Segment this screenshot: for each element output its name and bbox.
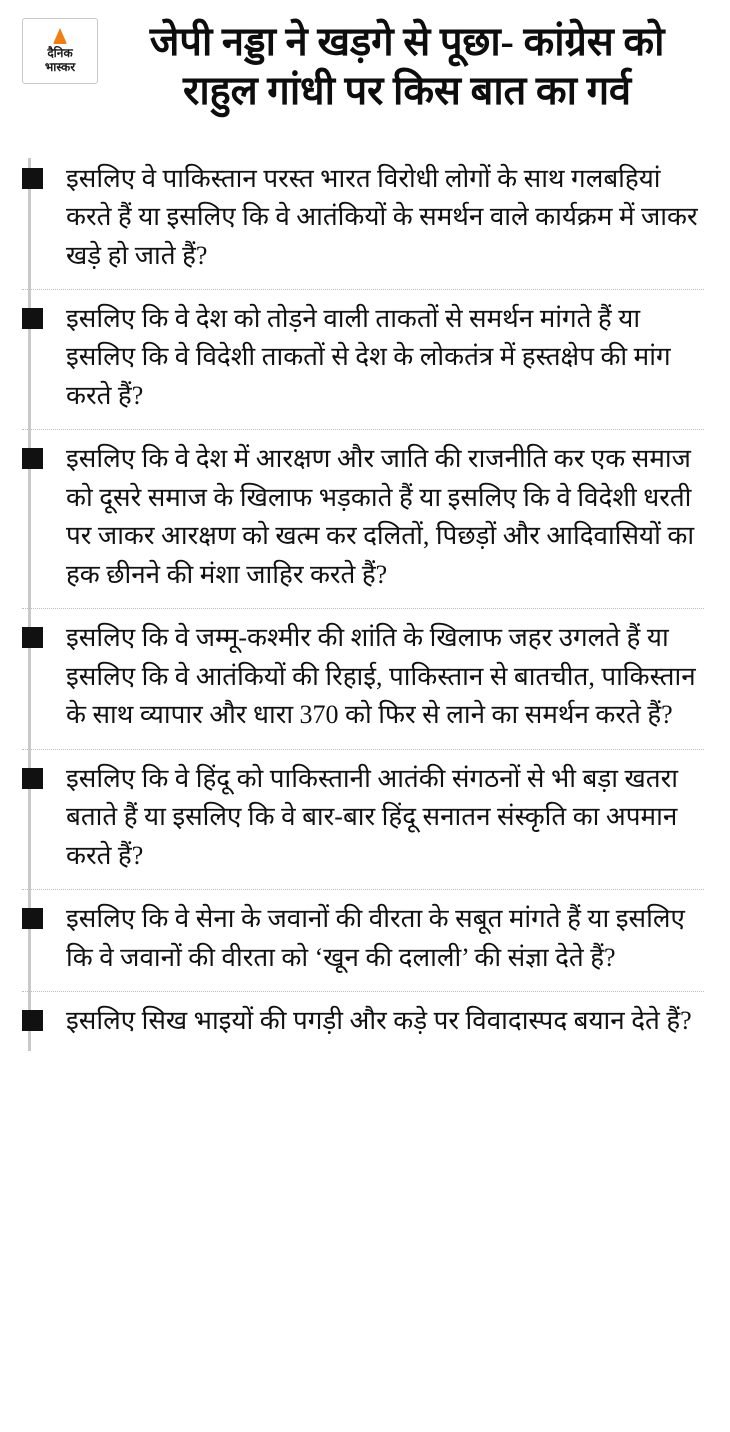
card-body <box>0 150 730 1079</box>
list-item <box>22 890 704 992</box>
list-item <box>22 290 704 430</box>
list-item-text: इसलिए कि वे सेना के जवानों की वीरता के सबूत मांगते हैं या इसलिए कि वे जवानों की वीरता को ‘खून की दलाली’ की संज्ञा देते हैं? <box>66 904 685 972</box>
list-item <box>22 430 704 609</box>
flame-icon <box>53 28 67 44</box>
list-item-text: इसलिए वे पाकिस्तान परस्त भारत विरोधी लोगों के साथ गलबहियां करते हैं या इसलिए कि वे आतंकियों के समर्थन वाले कार्यक्रम में जाकर खड़े हो जाते हैं? <box>66 163 698 270</box>
list-item <box>22 609 704 749</box>
square-bullet-icon <box>22 168 43 189</box>
card-header <box>0 0 730 116</box>
page-title: जेपी नड्डा ने खड़गे से पूछा- कांग्रेस को राहुल गांधी पर किस बात का गर्व <box>149 19 665 113</box>
list-item-text: इसलिए कि वे देश को तोड़ने वाली ताकतों से समर्थन मांगते हैं या इसलिए कि वे विदेशी ताकतों से देश के लोकतंत्र में हस्तक्षेप की मांग करते हैं? <box>66 304 671 410</box>
bullet-list <box>22 150 704 1055</box>
list-item-text: इसलिए कि वे देश में आरक्षण और जाति की राजनीति कर एक समाज को दूसरे समाज के खिलाफ भड़काते हैं या इसलिए कि वे विदेशी धरती पर जाकर आरक्षण को खत्म कर दलितों, पिछड़ों और आदिवासियों का हक छीनने की मंशा जाहिर करते हैं? <box>66 444 695 589</box>
square-bullet-icon <box>22 908 43 929</box>
list-item-text: इसलिए कि वे जम्मू-कश्मीर की शांति के खिलाफ जहर उगलते हैं या इसलिए कि वे आतंकियों की रिहाई, पाकिस्तान से बातचीत, पाकिस्तान के साथ व्यापार और धारा 370 को फिर से लाने का समर्थन करते हैं? <box>66 623 696 730</box>
list-item <box>22 750 704 890</box>
square-bullet-icon <box>22 627 43 648</box>
list-item <box>22 992 704 1054</box>
square-bullet-icon <box>22 768 43 789</box>
brand-logo-line2: भास्कर <box>44 59 76 74</box>
square-bullet-icon <box>22 308 43 329</box>
list-item <box>22 150 704 290</box>
brand-logo-line1: दैनिक <box>47 45 73 60</box>
square-bullet-icon <box>22 448 43 469</box>
brand-logo <box>22 18 98 84</box>
square-bullet-icon <box>22 1010 43 1031</box>
list-item-text: इसलिए सिख भाइयों की पगड़ी और कड़े पर विवादास्पद बयान देते हैं? <box>66 1006 692 1036</box>
list-item-text: इसलिए कि वे हिंदू को पाकिस्तानी आतंकी संगठनों से भी बड़ा खतरा बताते हैं या इसलिए कि वे बार-बार हिंदू सनातन संस्कृति का अपमान करते हैं? <box>66 763 678 870</box>
